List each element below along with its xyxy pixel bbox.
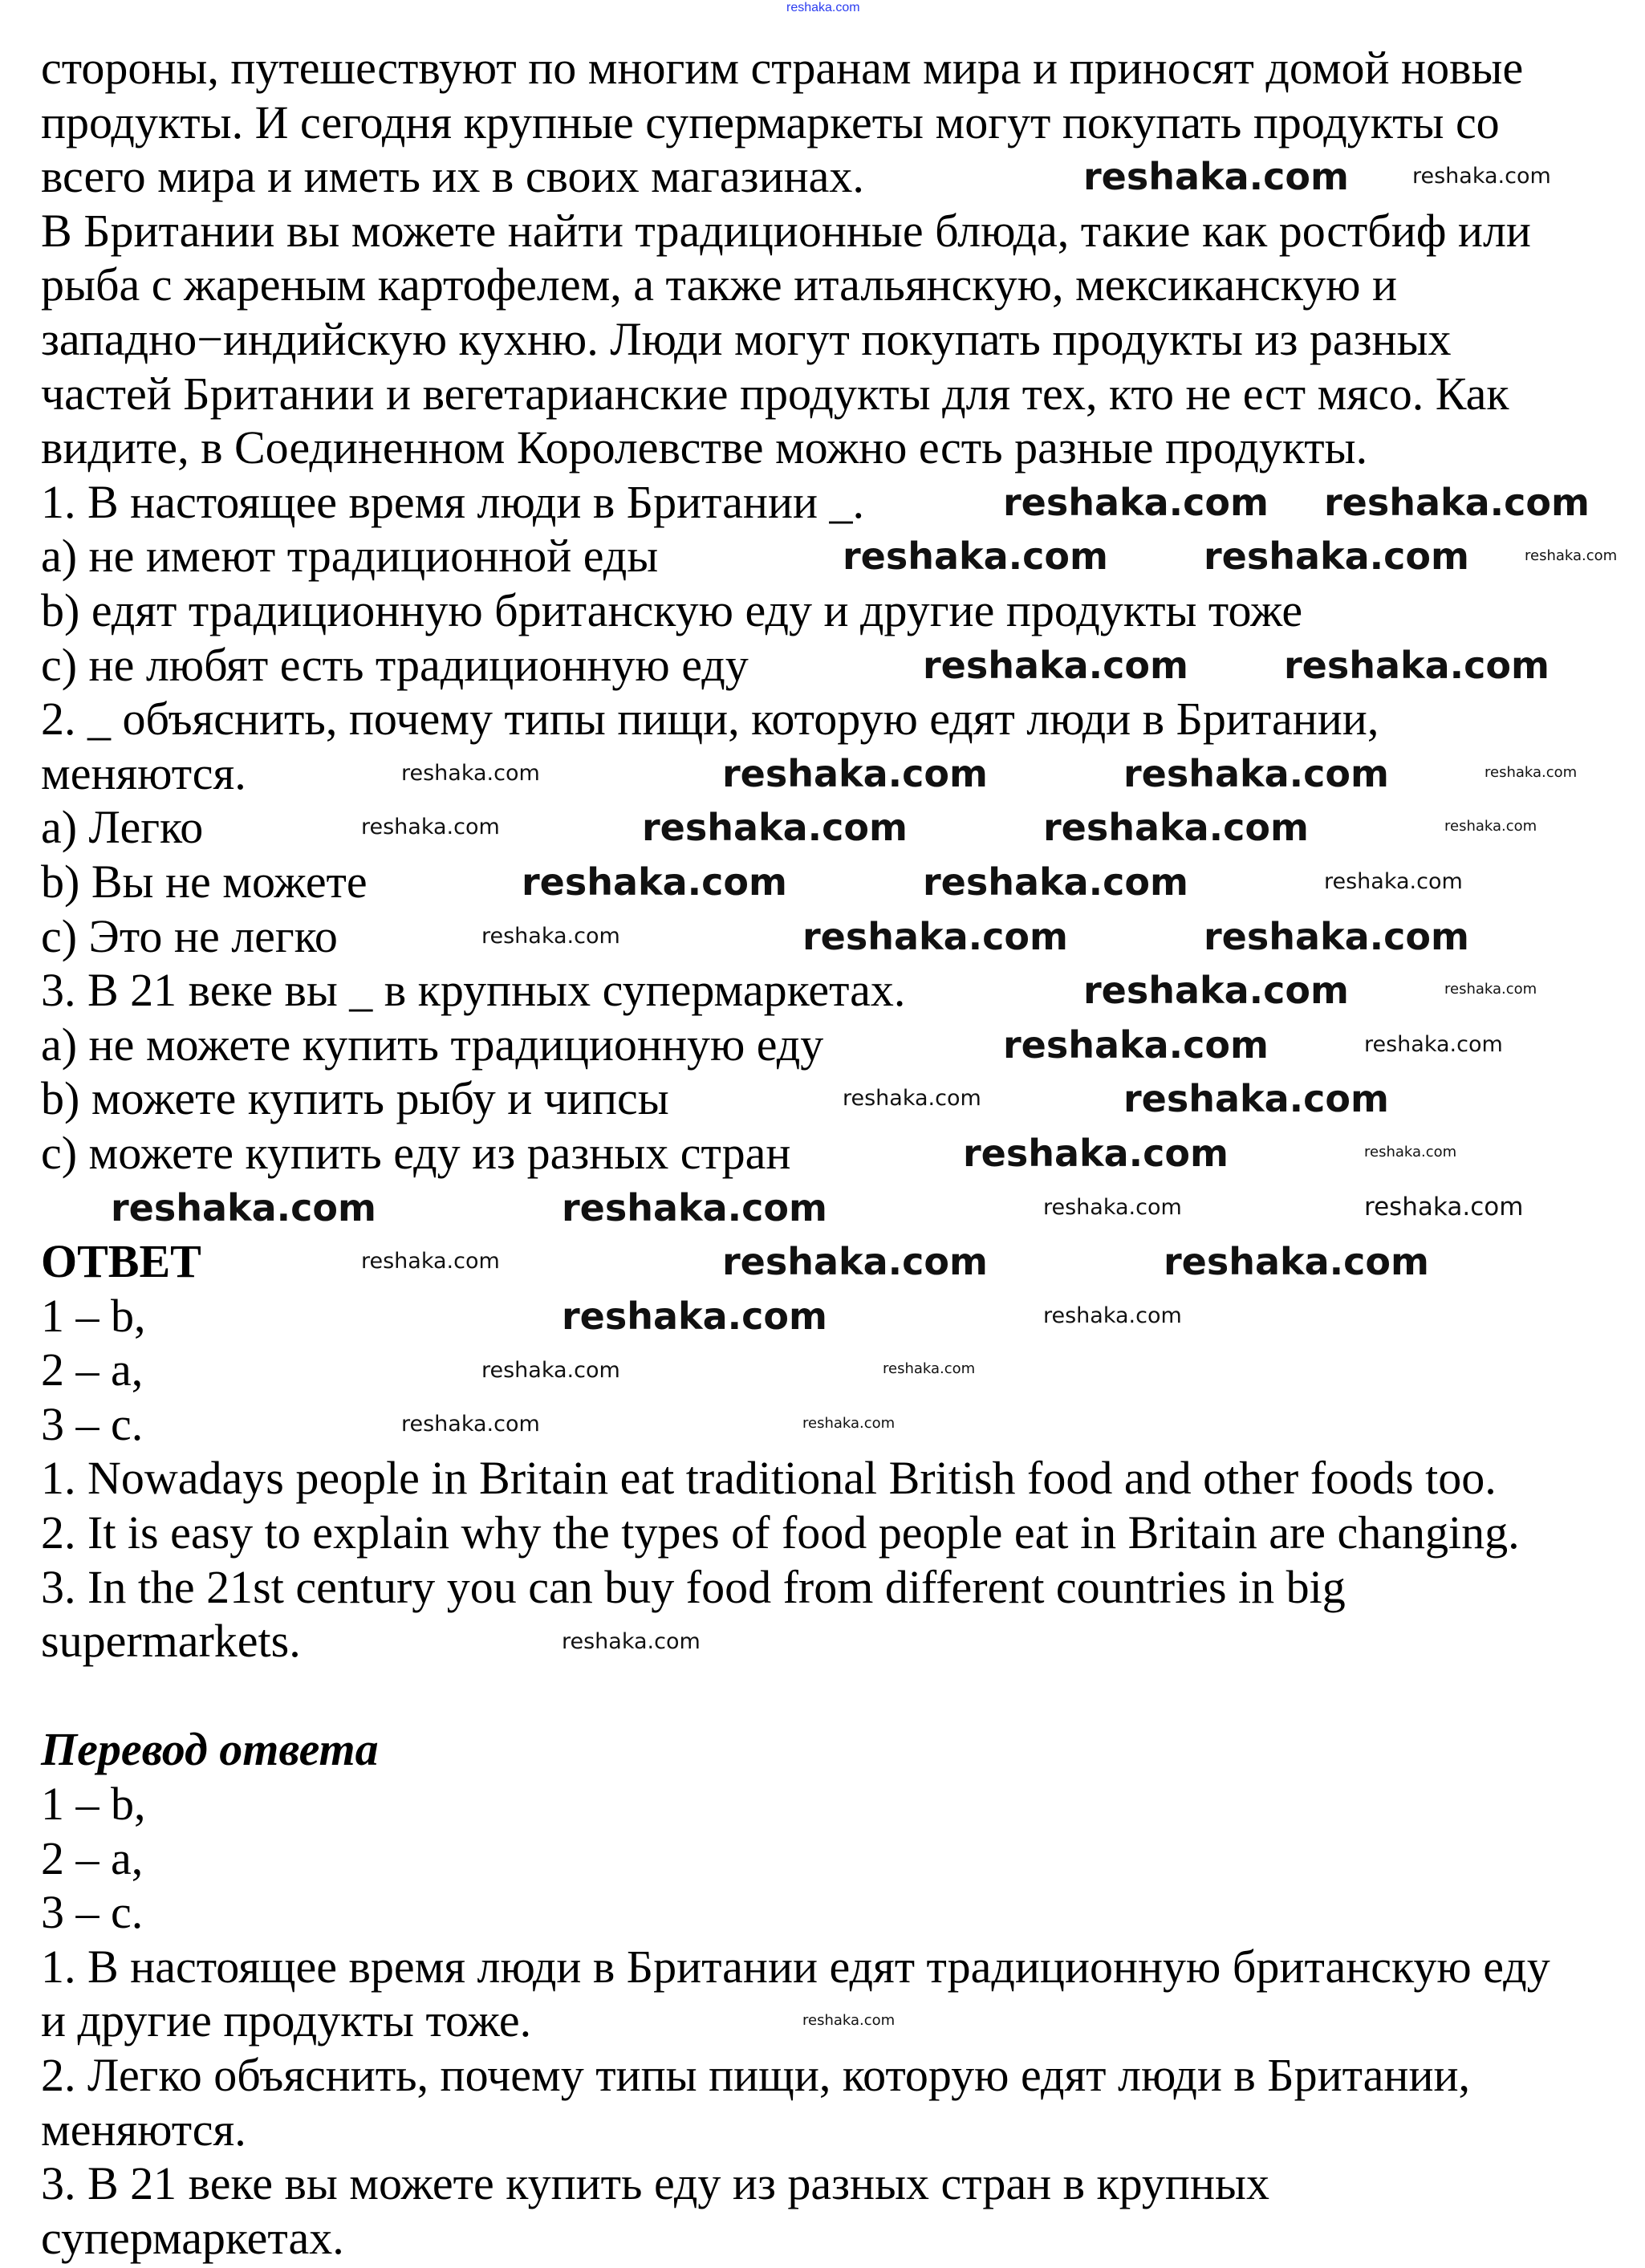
translation-key: 1 – b, [41,1778,146,1830]
watermark: reshaka.com [802,1415,896,1432]
question-2: 2. _ объяснить, почему типы пищи, которую едят люди в Британии, [41,693,1379,746]
watermark: reshaka.com [843,1086,981,1111]
watermark: reshaka.com [562,1629,701,1654]
option: c) не любят есть традиционную еду [41,638,749,691]
watermark: reshaka.com [401,1412,540,1437]
watermark: reshaka.com [401,761,540,786]
passage-line: частей Британии и вегетарианские продукты для тех, кто не ест мясо. Как [41,367,1509,420]
watermark: reshaka.com [1485,764,1578,781]
watermark: reshaka.com [1525,547,1618,564]
watermark: reshaka.com [1364,1032,1503,1057]
answer-key: 1 – b, [41,1289,146,1342]
watermark: reshaka.com [1324,869,1463,894]
watermark: reshaka.com [1083,969,1349,1012]
option: b) едят традиционную британскую еду и другие продукты тоже [41,583,1303,636]
watermark: reshaka.com [722,752,988,795]
watermark: reshaka.com [562,1186,827,1230]
option: a) не имеют традиционной еды [41,530,659,583]
watermark: reshaka.com [1043,1195,1182,1220]
watermark: reshaka.com [1204,915,1469,958]
watermark: reshaka.com [562,1295,827,1338]
passage-line: рыба с жареным картофелем, а также итальянскую, мексиканскую и [41,258,1397,311]
watermark: reshaka.com [642,806,908,849]
option: a) Легко [41,801,204,854]
watermark: reshaka.com [1043,1303,1182,1328]
translation-sentence: и другие продукты тоже. [41,1994,532,2047]
passage-line: стороны, путешествуют по многим странам мира и приносят домой новые [41,42,1524,94]
watermark: reshaka.com [1444,818,1537,835]
answer-sentence: 3. In the 21st century you can buy food from different countries in big [41,1560,1346,1613]
passage-line: В Британии вы можете найти традиционные блюда, такие как ростбиф или [41,204,1531,257]
translation-key: 3 – c. [41,1886,144,1939]
passage-line: всего мира и иметь их в своих магазинах. [41,150,864,203]
translation-sentence: меняются. [41,2103,246,2156]
watermark: reshaka.com [963,1132,1229,1175]
watermark: reshaka.com [481,1358,620,1383]
translation-sentence: 1. В настоящее время люди в Британии едят традиционную британскую еду [41,1940,1550,1993]
watermark: reshaka.com [1284,644,1550,687]
answer-sentence: 1. Nowadays people in Britain eat traditional British food and other foods too. [41,1452,1497,1505]
watermark: reshaka.com [1003,1023,1269,1067]
watermark: reshaka.com [481,924,620,949]
answer-key: 3 – c. [41,1397,144,1450]
translation-key: 2 – a, [41,1831,144,1884]
watermark: reshaka.com [522,860,787,904]
answer-key: 2 – a, [41,1343,144,1396]
watermark: reshaka.com [111,1186,376,1230]
option: b) можете купить рыбу и чипсы [41,1072,669,1125]
header-watermark: reshaka.com [786,1,860,14]
watermark: reshaka.com [1412,164,1551,189]
passage-line: западно−индийскую кухню. Люди могут покупать продукты из разных [41,312,1452,365]
watermark: reshaka.com [1043,806,1309,849]
translation-sentence: 2. Легко объяснить, почему типы пищи, которую едят люди в Британии, [41,2048,1471,2101]
watermark: reshaka.com [722,1240,988,1283]
watermark: reshaka.com [923,644,1188,687]
answer-sentence: 2. It is easy to explain why the types of food people eat in Britain are changing. [41,1506,1520,1559]
watermark: reshaka.com [361,1249,500,1274]
passage-line: продукты. И сегодня крупные супермаркеты могут покупать продукты со [41,96,1500,148]
option: b) Вы не можете [41,855,368,908]
watermark: reshaka.com [1204,534,1469,578]
question-2-cont: меняются. [41,746,246,799]
option: c) Это не легко [41,909,338,962]
watermark: reshaka.com [923,860,1188,904]
watermark: reshaka.com [1444,981,1537,998]
watermark: reshaka.com [1083,155,1349,198]
translation-heading: Перевод ответа [41,1723,379,1776]
option: c) можете купить еду из разных стран [41,1126,791,1179]
watermark: reshaka.com [1364,1193,1524,1221]
watermark: reshaka.com [1324,481,1590,524]
passage-line: видите, в Соединенном Королевстве можно есть разные продукты. [41,421,1368,474]
watermark: reshaka.com [1003,481,1269,524]
watermark: reshaka.com [1123,752,1389,795]
watermark: reshaka.com [802,915,1068,958]
option: a) не можете купить традиционную еду [41,1018,824,1071]
watermark: reshaka.com [843,534,1108,578]
answer-sentence: supermarkets. [41,1615,301,1668]
question-3: 3. В 21 веке вы _ в крупных супермаркетах. [41,964,906,1017]
watermark: reshaka.com [883,1360,976,1377]
watermark: reshaka.com [361,815,500,839]
answer-heading: ОТВЕТ [41,1235,201,1288]
watermark: reshaka.com [1364,1144,1457,1160]
translation-sentence: 3. В 21 веке вы можете купить еду из разных стран в крупных [41,2157,1269,2210]
watermark: reshaka.com [1164,1240,1429,1283]
question-1: 1. В настоящее время люди в Британии _. [41,475,865,528]
watermark: reshaka.com [1123,1077,1389,1120]
translation-sentence: супермаркетах. [41,2211,344,2264]
watermark: reshaka.com [802,2012,896,2029]
